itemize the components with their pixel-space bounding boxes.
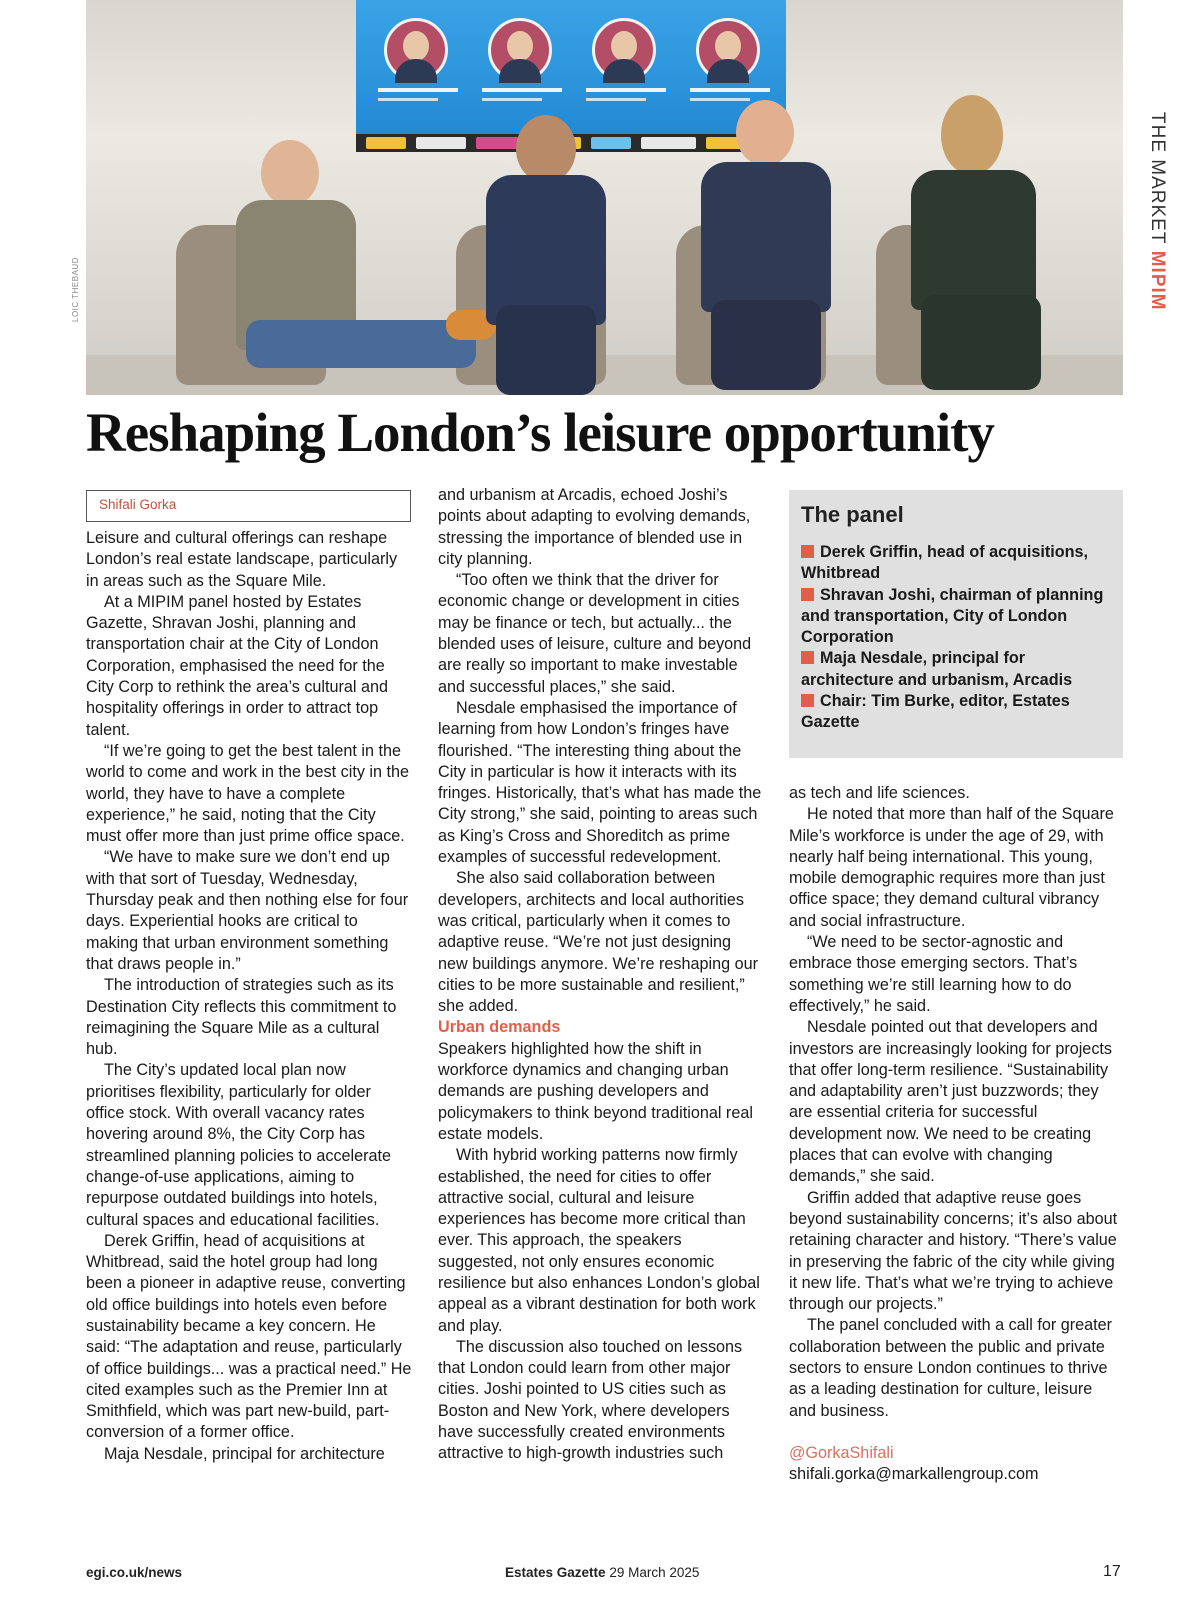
body-paragraph: The City’s updated local plan now prioritises flexibility, particularly for older office stock. With overall vacancy rates hovering around 8%, the City Corp has streamlined planning policies to accelerate change-of-use applications, aiming to repurpose outdated buildings into hotels, cultural spaces and educational facilities. xyxy=(86,1061,392,1229)
body-paragraph: and urbanism at Arcadis, echoed Joshi’s points about adapting to evolving demands, stressing the importance of blended use in city planning. xyxy=(438,486,751,568)
speaker-avatar-4 xyxy=(696,18,760,82)
bullet-square-icon xyxy=(801,651,814,664)
article-column-1 xyxy=(86,528,413,1465)
speaker-avatar-3 xyxy=(592,18,656,82)
body-paragraph: The introduction of strategies such as its Destination City reflects this commitment to reimagining the Square Mile as a cultural hub. xyxy=(86,976,397,1059)
headline: Reshaping London’s leisure opportunity xyxy=(86,402,994,463)
author-twitter-link[interactable]: @GorkaShifali xyxy=(789,1443,894,1462)
footer-date: 29 March 2025 xyxy=(609,1565,700,1580)
footer-publication xyxy=(505,1565,699,1580)
body-paragraph: “If we’re going to get the best talent in the world to come and work in the best city in the world, they have to have a complete experience,” he said, noting that the City must offer more than just prime office space. xyxy=(86,741,410,846)
panel-box xyxy=(789,490,1123,758)
body-paragraph: Maja Nesdale, principal for architecture xyxy=(104,1444,385,1463)
byline: Shifali Gorka xyxy=(86,490,411,522)
speaker-avatar-2 xyxy=(488,18,552,82)
bullet-square-icon xyxy=(801,545,814,558)
panel-member: Chair: Tim Burke, editor, Estates Gazette xyxy=(801,692,1070,732)
footer-publication-name: Estates Gazette xyxy=(505,1565,606,1580)
speaker-avatar-1 xyxy=(384,18,448,82)
panel-member: Shravan Joshi, chairman of planning and transportation, City of London Corporation xyxy=(801,585,1104,647)
section-name: MIPIM xyxy=(1147,250,1168,311)
body-paragraph: Griffin added that adaptive reuse goes beyond sustainability concerns; it’s also about retaining character and history. “There’s value in preserving the fabric of the city while giving it new life. That’s what we’re trying to achieve through our projects.” xyxy=(789,1188,1118,1314)
body-paragraph: “We have to make sure we don’t end up with that sort of Tuesday, Wednesday, Thursday peak and then nothing else for four days. Experiential hooks are critical to making that urban environment something that draws people in.” xyxy=(86,848,409,973)
article-column-2 xyxy=(438,485,765,1465)
article-column-3 xyxy=(789,783,1123,1486)
subhead-urban-demands: Urban demands xyxy=(438,1018,561,1037)
body-paragraph: Speakers highlighted how the shift in workforce dynamics and changing urban demands are pushing developers and policymakers to think beyond traditional real estate models. xyxy=(438,1039,753,1143)
panel-photo xyxy=(86,0,1123,395)
author-email-link[interactable]: shifali.gorka@markallengroup.com xyxy=(789,1465,1039,1484)
photo-credit: LOIC THEBAUD xyxy=(71,257,80,322)
bullet-square-icon xyxy=(801,588,814,601)
section-label xyxy=(1146,112,1168,311)
body-paragraph: The panel concluded with a call for greater collaboration between the public and private sectors to ensure London continues to thrive as a leading destination for culture, leisure and business. xyxy=(789,1316,1113,1420)
footer-url-link[interactable]: egi.co.uk/news xyxy=(86,1565,183,1580)
panel-title: The panel xyxy=(801,502,904,527)
body-paragraph: Derek Griffin, head of acquisitions at Whitbread, said the hotel group had long been a pioneer in adaptive reuse, converting old office buildings into hotels even before sustainability became a key concern. He said: “The adaptation and reuse, particularly of office buildings... was a practical need.” He cited examples such as the Premier Inn at Smithfield, which was part new-build, part-conversion of a former office. xyxy=(86,1231,412,1442)
body-paragraph: Leisure and cultural offerings can reshape London’s real estate landscape, particularly in areas such as the Square Mile. xyxy=(86,529,398,590)
body-paragraph: “We need to be sector-agnostic and embrace those emerging sectors. That’s something we’re still learning how to do effectively,” he said. xyxy=(789,933,1078,1015)
presentation-screen xyxy=(356,0,786,152)
body-paragraph: “Too often we think that the driver for economic change or development in cities may be finance or tech, but actually... the blended uses of leisure, culture and beyond are really so important to make investable and successful places,” she said. xyxy=(438,571,752,696)
body-paragraph: She also said collaboration between developers, architects and local authorities was critical, particularly when it comes to adaptive reuse. “We’re not just designing new buildings anymore. We’re reshaping our cities to be more sustainable and resilient,” she added. xyxy=(438,869,759,1016)
body-paragraph: He noted that more than half of the Square Mile’s workforce is under the age of 29, with nearly half being international. This young, mobile demographic requires more than just office space; they demand cultural vibrancy and social infrastructure. xyxy=(789,805,1114,930)
section-prefix: THE MARKET xyxy=(1147,112,1168,245)
page-number: 17 xyxy=(1103,1563,1121,1580)
panel-member: Derek Griffin, head of acquisitions, Whitbread xyxy=(801,543,1089,583)
body-paragraph: as tech and life sciences. xyxy=(789,784,970,802)
body-paragraph: Nesdale pointed out that developers and investors are increasingly looking for projects that offer long-term resilience. “Sustainability and adaptability aren’t just buzzwords; they are essential criteria for successful development now. We need to be creating places that can evolve with changing demands,” she said. xyxy=(789,1018,1112,1186)
body-paragraph: Nesdale emphasised the importance of learning from how London’s fringes have flourished. “The interesting thing about the City in particular is how it interacts with its fringes. Historically, that’s what has made the City strong,” she said, pointing to areas such as King’s Cross and Shoreditch as prime examples of successful redevelopment. xyxy=(438,698,762,867)
body-paragraph: With hybrid working patterns now firmly established, the need for cities to offer attractive social, cultural and leisure experiences has become more critical than ever. This approach, the speakers suggested, not only ensures economic resilience but also enhances London’s global appeal as a vibrant destination for both work and play. xyxy=(438,1146,760,1335)
body-paragraph: The discussion also touched on lessons that London could learn from other major cities. Joshi pointed to US cities such as Boston and New York, where developers have successfully created environments attractive to high-growth industries such xyxy=(438,1337,743,1463)
body-paragraph: At a MIPIM panel hosted by Estates Gazette, Shravan Joshi, planning and transportation chair at the City of London Corporation, emphasised the need for the City Corp to rethink the area’s cultural and hospitality offerings in order to attract top talent. xyxy=(86,592,389,739)
bullet-square-icon xyxy=(801,694,814,707)
panel-member: Maja Nesdale, principal for architecture and urbanism, Arcadis xyxy=(801,649,1073,689)
